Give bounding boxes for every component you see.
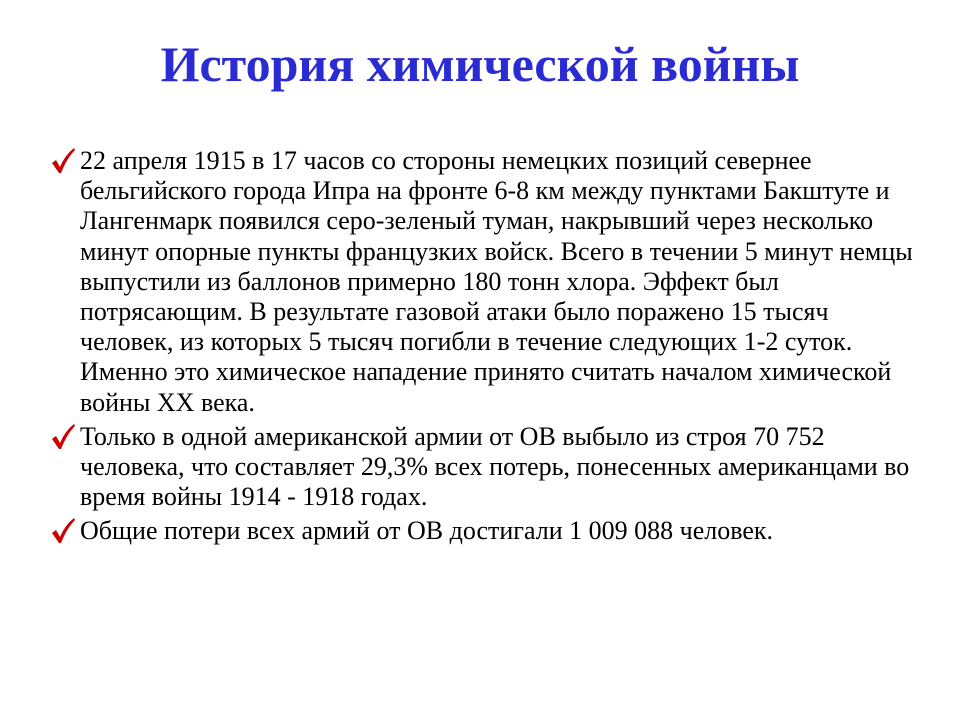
slide-title: История химической войны xyxy=(160,36,800,92)
checkmark-icon xyxy=(50,146,76,176)
bullet-item xyxy=(50,422,920,513)
bullet-list xyxy=(50,146,920,551)
checkmark-icon xyxy=(50,422,76,452)
bullet-text: Только в одной американской армии от ОВ выбыло из строя 70 752 человека, что составляет 29,3% всех потерь, понесенных американцами во время войны 1914 - 1918 годах. xyxy=(80,421,910,512)
bullet-item xyxy=(50,146,920,418)
bullet-text: Общие потери всех армий от ОВ достигали 1 009 088 человек. xyxy=(80,516,774,546)
bullet-item xyxy=(50,516,920,546)
bullet-text: 22 апреля 1915 в 17 часов со стороны немецких позиций севернее бельгийского города Ипра на фронте 6-8 км между пунктами Бакштуте и Лангенмарк появился серо-зеленый туман, накрывший через несколько минут опорные пункты французких войск. Всего в течении 5 минут немцы выпустили из баллонов примерно 180 тонн хлора. Эффект был потрясающим. В результате газовой атаки было поражено 15 тысяч человек, из которых 5 тысяч погибли в течение следующих 1-2 суток. Именно это химическое нападение принято считать началом химической войны XX века. xyxy=(80,146,913,417)
checkmark-icon xyxy=(50,516,76,546)
